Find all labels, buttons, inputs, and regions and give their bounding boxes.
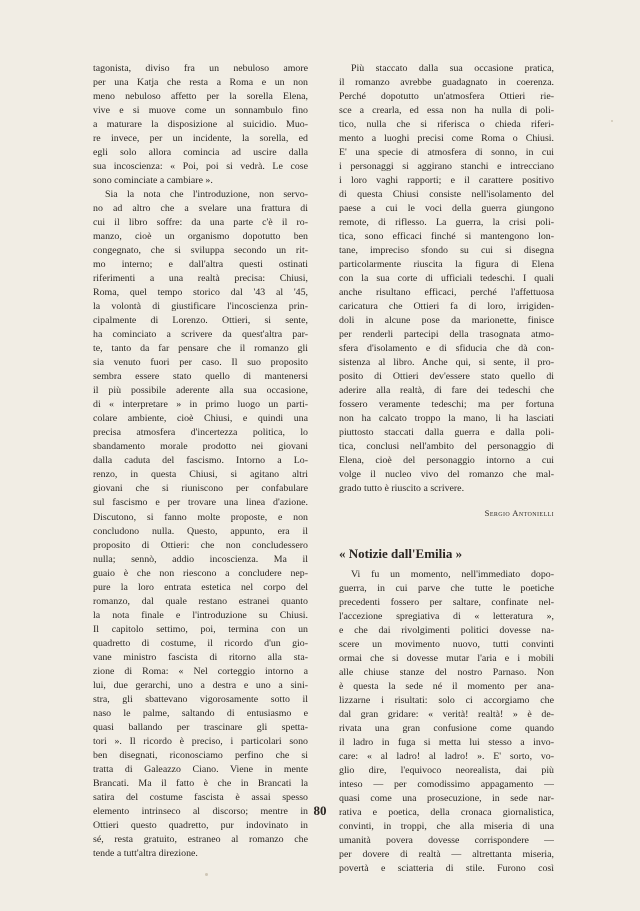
text-line: inteso — per comodissimo appagamento — bbox=[339, 778, 554, 790]
text-line: vive e si muove come un sonnambulo fino bbox=[93, 105, 308, 117]
text-line: egli solo allora comincia ad uscire dalla bbox=[93, 147, 308, 159]
text-line: il più possibile aderente alla sua occasione, bbox=[93, 385, 308, 397]
text-line: ben disegnati, riconosciamo perfino che si bbox=[93, 749, 308, 761]
text-line: te, tanto da far pensare che il romanzo gli bbox=[93, 343, 308, 355]
text-line: naso le palme, saltando di entusiasmo e bbox=[93, 707, 308, 719]
text-line: quasi ballando per trascinare gli spetta- bbox=[93, 721, 308, 733]
text-line: re invece, per un incidente, la sorella, ed bbox=[93, 133, 308, 145]
text-line: stra, gli sbattevano vigorosamente sotto il bbox=[93, 693, 308, 705]
text-line: satira del costume fascista è assai spesso bbox=[93, 791, 308, 803]
text-line: sembra essere stato quello di mantenersi bbox=[93, 371, 308, 383]
text-line: per una Katja che resta a Roma e un non bbox=[93, 77, 308, 89]
text-line: dal gran gridare: « verità! realtà! » è de- bbox=[339, 708, 554, 720]
text-line: care: « al ladro! al ladro! ». E' sorto, vo- bbox=[339, 750, 554, 762]
text-line: Discutono, si fanno molte proposte, e non bbox=[93, 511, 308, 523]
text-line: i loro vaghi rapporti; e il carattere positivo bbox=[339, 175, 554, 187]
text-line: umanità povera dovesse corrispondere — bbox=[339, 834, 554, 846]
text-line: tico, nulla che si riferisca o chieda riferi- bbox=[339, 119, 554, 131]
text-line: meno nebuloso affetto per la sorella Elena, bbox=[93, 91, 308, 103]
text-line: renzo, in questa Chiusi, si agitano altri bbox=[93, 469, 308, 481]
text-line: pure la loro entrata estetica nel corpo del bbox=[93, 581, 308, 593]
text-line: guaio è che non riescono a concludere nep- bbox=[93, 567, 308, 579]
text-line: aderire alla realtà, di fare dei tedeschi che bbox=[339, 385, 554, 397]
text-line: la volontà di giustificare l'incoscienza prin- bbox=[93, 301, 308, 313]
text-line: rativa e poetica, della cronaca giornalistica, bbox=[339, 806, 554, 818]
text-line: sé, resta gratuito, estraneo al romanzo che bbox=[93, 833, 308, 845]
text-line: tratta di Galeazzo Ciano. Viene in mente bbox=[93, 763, 308, 775]
text-line: non ha calcato troppo la mano, li ha lasciati bbox=[339, 413, 554, 425]
text-line: mo interno; e dall'altra questi ostinati bbox=[93, 259, 308, 271]
text-line: tica, conclusi nell'ambito del personaggio di bbox=[339, 441, 554, 453]
text-line: precisa atmosfera d'incertezza politica, lo bbox=[93, 427, 308, 439]
text-line: sia venuto fuori per caso. Il suo proposito bbox=[93, 357, 308, 369]
text-line: posito di Ottieri dev'essere stato quello di bbox=[339, 371, 554, 383]
text-line: Più staccato dalla sua occasione pratica, bbox=[351, 63, 554, 74]
text-line: di questa Chiusi consiste nell'isolamento del bbox=[339, 189, 554, 201]
text-line: fossero veramente tedeschi; ma per fortuna bbox=[339, 399, 554, 411]
text-line: cui il libro soffre: da una parte c'è il ro- bbox=[93, 217, 308, 229]
text-line: vane ministro fascista di ritorno alla sta- bbox=[93, 651, 308, 663]
text-line: tica, sono efficaci finché si mantengono lon- bbox=[339, 231, 554, 243]
text-line: giovani che si riuniscono per confabulare bbox=[93, 483, 308, 495]
text-line: anche risultano efficaci, perché l'affettuosa bbox=[339, 287, 554, 299]
text-line: tende a tutt'altra direzione. bbox=[93, 847, 198, 859]
text-line: Perché dopotutto un'atmosfera Ottieri rie- bbox=[339, 91, 554, 103]
text-line: cipalmente di Lorenzo. Ottieri, si sente, bbox=[93, 315, 308, 327]
text-line: paese a cui le voci della guerra giungono bbox=[339, 203, 554, 215]
section-body bbox=[339, 568, 554, 876]
text-line: glio dire, l'equivoco neorealista, dai più bbox=[339, 764, 554, 776]
text-line: mento a luoghi precisi come Roma o Chiusi. bbox=[339, 133, 554, 145]
author-signature: Sergio Antonielli bbox=[484, 508, 554, 519]
text-line: Elena, cioè del personaggio intorno a cui bbox=[339, 455, 554, 467]
text-line: la nota finale e l'introduzione su Chiusi. bbox=[93, 609, 308, 621]
text-line: Roma, quel tempo storico dal '43 al '45, bbox=[93, 287, 308, 299]
text-line: sistenza al libro. Anche qui, si sente, il pro- bbox=[339, 357, 554, 369]
paper-speck bbox=[205, 873, 208, 876]
text-line: ormai che si dovesse mutar l'aria e i mobili bbox=[339, 652, 554, 664]
text-line: caricatura che Ottieri fa di loro, irrigiden- bbox=[339, 301, 554, 313]
text-line: e che dai rivolgimenti politici dovesse na- bbox=[339, 624, 554, 636]
text-line: sfera d'isolamento e di sfiducia che dà con- bbox=[339, 343, 554, 355]
text-line: Il capitolo settimo, poi, termina con un bbox=[93, 623, 308, 635]
text-line: alle chiuse stanze del nostro Parnaso. Non bbox=[339, 666, 554, 678]
text-line: di « interpretare » in primo luogo un parti- bbox=[93, 399, 308, 411]
text-line: sono cominciate a cambiare ». bbox=[93, 175, 213, 187]
text-line: il ladro in fuga si metta lui stesso a invo- bbox=[339, 736, 554, 748]
text-line: Ottieri questo quadretto, pur indovinato in bbox=[93, 819, 308, 831]
text-line: sul fascismo e per trovare una linea d'azione. bbox=[93, 497, 308, 509]
text-line: rivata una gran confusione come quando bbox=[339, 722, 554, 734]
text-line: quadretto di costume, il ricordo d'un gio- bbox=[93, 637, 308, 649]
text-line: romanzo, dal quale restano estranei quanto bbox=[93, 595, 308, 607]
text-line: per dovere di realtà — altrettanta miseria, bbox=[339, 848, 554, 860]
review-continuation bbox=[339, 62, 554, 496]
page-number: 80 bbox=[313, 803, 327, 818]
text-line: tagonista, diviso fra un nebuloso amore bbox=[93, 63, 308, 74]
left-column-body bbox=[93, 62, 308, 861]
text-line: riferimenti a una realtà precisa: Chiusi, bbox=[93, 273, 308, 285]
text-line: grado tutto è riuscito a scrivere. bbox=[339, 483, 465, 495]
text-line: tane, impreciso sfondo su cui si disegna bbox=[339, 245, 554, 257]
left-column bbox=[93, 62, 308, 861]
text-line: povertà e sciatteria di stile. Furono così bbox=[339, 862, 554, 874]
text-line: a maturare la disposizione al suicidio. Muo- bbox=[93, 119, 308, 131]
text-line: il romanzo avrebbe guadagnato in coerenza. bbox=[339, 77, 554, 89]
text-line: E' una specie di atmosfera di sonno, in cui bbox=[339, 147, 554, 159]
text-line: concludono nulla. Questo, appunto, era il bbox=[93, 525, 308, 537]
text-line: guerra, in cui parve che tutte le poetiche bbox=[339, 582, 554, 594]
text-line: dalla caduta del fascismo. Intorno a Lo- bbox=[93, 455, 308, 467]
text-line: colare ambiente, cioè Chiusi, e quindi una bbox=[93, 413, 308, 425]
paper-speck bbox=[611, 120, 613, 122]
text-line: proposito di Ottieri: che non concludessero bbox=[93, 539, 308, 551]
text-line: lizzarne i risultati: solo ci accorgiamo che bbox=[339, 694, 554, 706]
text-line: precedenti fossero per saltare, confinate nel- bbox=[339, 596, 554, 608]
text-line: ha cominciato a scrivere da quest'altra par- bbox=[93, 329, 308, 341]
text-line: per renderli partecipi della trasognata atmo- bbox=[339, 329, 554, 341]
text-line: volge il nucleo vivo del romanzo che mal- bbox=[339, 469, 554, 481]
text-line: con la sua corte di ufficiali tedeschi. I quali bbox=[339, 273, 554, 285]
text-line: scere un movimento nuovo, tutti convinti bbox=[339, 638, 554, 650]
text-line: sua incoscienza: « Poi, poi si vedrà. Le cose bbox=[93, 161, 308, 173]
text-line: particolarmente riuscita la figura di Elena bbox=[339, 259, 554, 271]
text-line: Vi fu un momento, nell'immediato dopo- bbox=[351, 568, 554, 580]
text-line: tori ». Il ricordo è preciso, i particolari sono bbox=[93, 735, 308, 747]
text-line: elemento intrinseco al discorso; mentre in bbox=[93, 805, 308, 817]
text-line: remote, di riflesso. La guerra, la crisi poli- bbox=[339, 217, 554, 229]
text-line: l'accezione spregiativa di « letteratura », bbox=[339, 610, 554, 622]
text-line: Brancati. Ma il fatto è che in Brancati la bbox=[93, 777, 308, 789]
text-line: piuttosto staccati dalla guerra e dalla poli- bbox=[339, 427, 554, 439]
text-line: lui, due gerarchi, uno a destra e uno a sini- bbox=[93, 679, 308, 691]
text-line: sce a crearla, ed essa non ha nulla di poli- bbox=[339, 105, 554, 117]
text-line: doli in alcune pose da marionette, finisce bbox=[339, 315, 554, 327]
text-line: nulla; sennò, addio incoscienza. Ma il bbox=[93, 553, 308, 565]
text-line: no ad altro che a svelare una frattura di bbox=[93, 203, 308, 215]
text-line: i personaggi si aggirano stanchi e intrecciano bbox=[339, 161, 554, 173]
text-line: quasi come una prosecuzione, in sede nar- bbox=[339, 792, 554, 804]
text-line: zione di Roma: « Nel corteggio intorno a bbox=[93, 665, 308, 677]
text-line: convinti, in troppi, che alla miseria di una bbox=[339, 820, 554, 832]
right-column bbox=[339, 62, 554, 876]
text-line: congegnato, che si sviluppa secondo un rit- bbox=[93, 245, 308, 257]
text-line: sbandamento morale prodotto nei giovani bbox=[93, 441, 308, 453]
text-line: Sia la nota che l'introduzione, non servo- bbox=[105, 189, 308, 201]
text-line: manzo, cioè un organismo dopotutto ben bbox=[93, 231, 308, 243]
section-title: « Notizie dall'Emilia » bbox=[339, 545, 463, 561]
text-line: è questa la sede né il momento per ana- bbox=[339, 680, 554, 692]
